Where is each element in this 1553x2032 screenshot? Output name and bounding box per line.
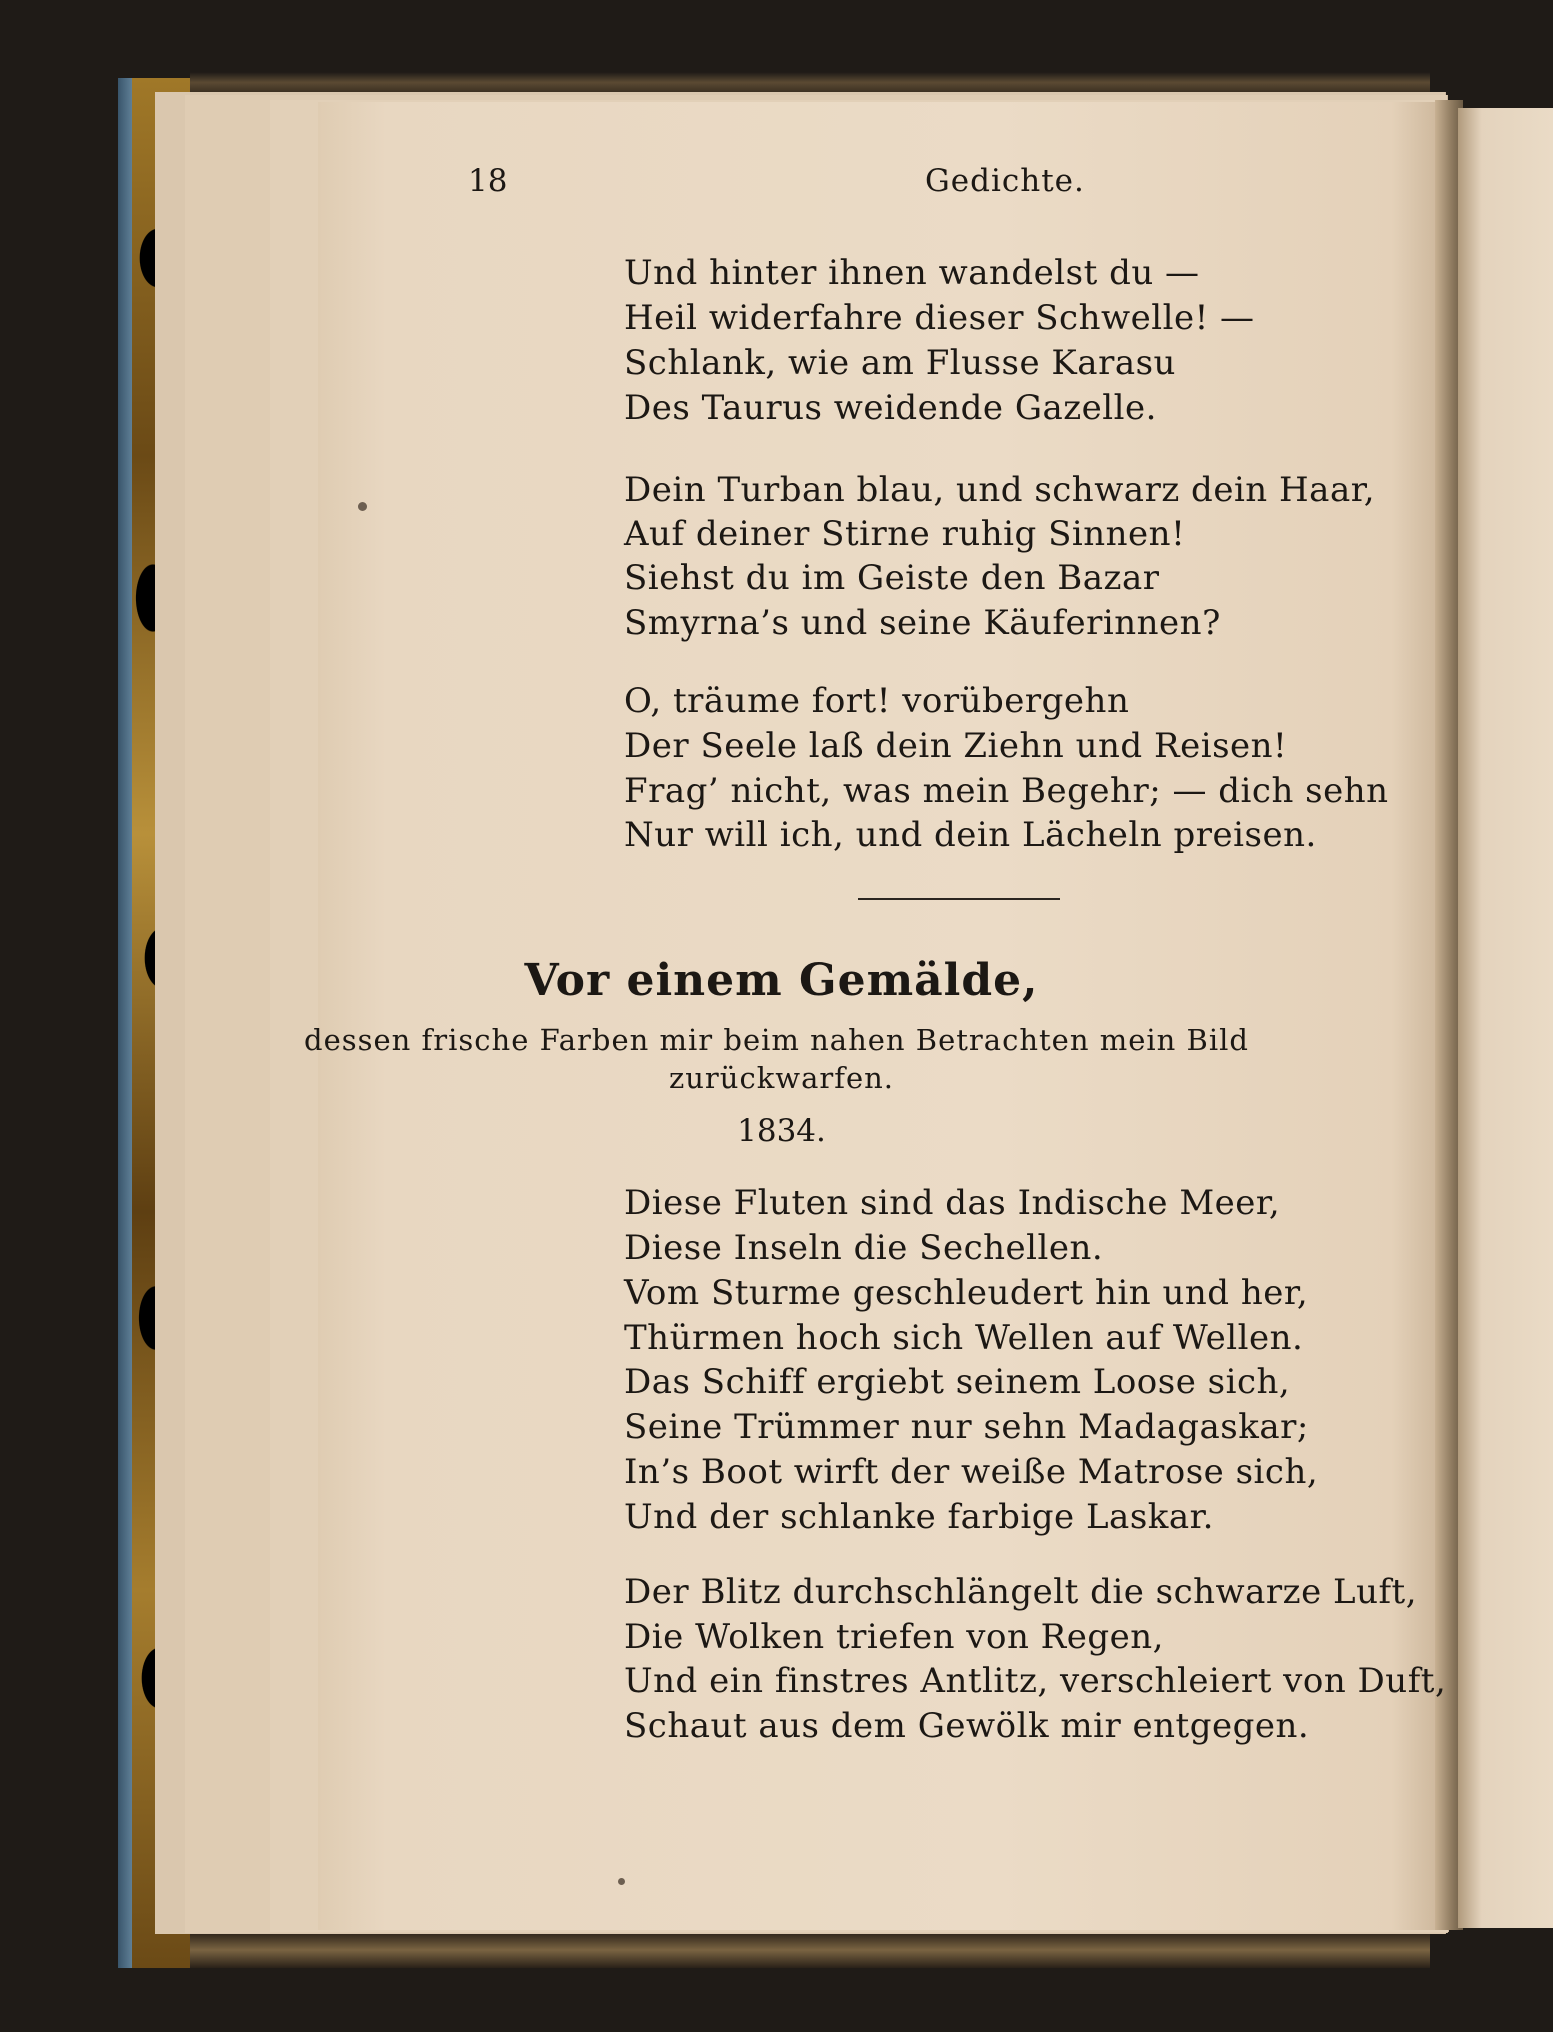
poem-title: Vor einem Gemälde, [524,955,1039,1006]
verse-line: Seine Trümmer nur sehn Madagaskar; [624,1407,1309,1447]
verse-line: Thürmen hoch sich Wellen auf Wellen. [624,1318,1304,1358]
page-block-bottom-edge [190,1932,1430,1968]
verse-line: Und der schlanke farbige Laskar. [624,1497,1214,1537]
facing-page [1458,108,1553,1928]
poem-year: 1834. [737,1113,826,1149]
verse-line: Das Schiff ergiebt seinem Loose sich, [624,1362,1291,1402]
verse-line: Dein Turban blau, und schwarz dein Haar, [624,470,1376,510]
verse-line: Frag’ nicht, was mein Begehr; — dich sehn [624,771,1389,811]
verse-line: Schlank, wie am Flusse Karasu [624,343,1176,383]
verse-line: Und ein finstres Antlitz, verschleiert von Duft, [624,1661,1447,1701]
verse-line: Nur will ich, und dein Lächeln preisen. [624,815,1317,855]
verse-line: Diese Fluten sind das Indische Meer, [624,1183,1281,1223]
foxing-spot [618,1878,625,1885]
verse-line: Der Seele laß dein Ziehn und Reisen! [624,726,1288,766]
verse-line: Und hinter ihnen wandelst du — [624,253,1200,293]
verse-line: Diese Inseln die Sechellen. [624,1228,1104,1268]
verse-line: Vom Sturme geschleudert hin und her, [624,1273,1309,1313]
verse-line: Smyrna’s und seine Käuferinnen? [624,603,1221,643]
running-title: Gedichte. [925,163,1085,199]
verse-line: Des Taurus weidende Gazelle. [624,388,1157,428]
verse-line: Der Blitz durchschlängelt die schwarze Luft, [624,1572,1418,1612]
page-number: 18 [468,163,508,199]
verse-line: O, träume fort! vorübergehn [624,681,1130,721]
poem-subtitle: dessen frische Farben mir beim nahen Betrachten mein Bild [304,1023,1249,1057]
section-divider [858,898,1060,900]
verse-line: Heil widerfahre dieser Schwelle! — [624,298,1255,338]
verse-line: Die Wolken triefen von Regen, [624,1617,1164,1657]
poem-subtitle: zurückwarfen. [668,1061,895,1095]
foxing-spot [358,502,367,511]
verse-line: Auf deiner Stirne ruhig Sinnen! [624,514,1186,554]
verse-line: In’s Boot wirft der weiße Matrose sich, [624,1452,1319,1492]
verse-line: Siehst du im Geiste den Bazar [624,558,1160,598]
verse-line: Schaut aus dem Gewölk mir entgegen. [624,1706,1310,1746]
